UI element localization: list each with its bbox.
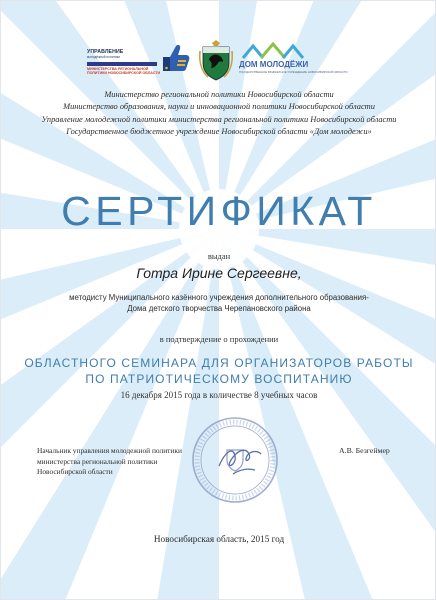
- seminar-title-line: ОБЛАСТНОГО СЕМИНАРА ДЛЯ ОРГАНИЗАТОРОВ РАБОТЫ: [24, 356, 414, 370]
- novosibirsk-coat-of-arms-icon: [198, 39, 234, 81]
- upravlenie-logo-title: УПРАВЛЕНИЕ: [87, 49, 124, 55]
- position-line: методисту Муниципального казённого учреждения дополнительного образования-: [69, 293, 369, 302]
- organizer-line: Государственное бюджетное учреждение Новосибирской области «Дом молодежи»: [66, 127, 372, 137]
- signer-title-line: Новосибирской области: [37, 467, 113, 476]
- upravlenie-logo-ministry: МИНИСТЕРСТВА РЕГИОНАЛЬНОЙ ПОЛИТИКИ НОВОСИБИРСКОЙ ОБЛАСТИ: [87, 67, 161, 75]
- thumbs-up-icon: [159, 41, 193, 75]
- signer-name: А.В. Безгеймер: [339, 446, 390, 455]
- upravlenie-logo-bar: [87, 62, 157, 66]
- recipient-position: [1, 292, 436, 314]
- logo-row: [1, 39, 436, 81]
- certificate-title: СЕРТИФИКАТ: [61, 188, 377, 234]
- seminar-title-line: ПО ПАТРИОТИЧЕСКОМУ ВОСПИТАНИЮ: [85, 372, 353, 386]
- date-and-hours: 16 декабря 2015 года в количестве 8 учебных часов: [120, 390, 318, 400]
- upravlenie-logo-subtitle: молодёжной политики: [87, 55, 120, 59]
- organizer-line: Управление молодежной политики министерства региональной политики Новосибирской области: [41, 114, 397, 124]
- footer-place-year: Новосибирская область, 2015 год: [153, 534, 285, 544]
- dom-molodezhi-roof-icon: [241, 42, 305, 60]
- position-line: Дома детского творчества Черепановского района: [127, 304, 311, 313]
- organizer-line: Министерство образования, науки и инновационной политики Новосибирской области: [63, 102, 375, 112]
- seminar-title: [1, 355, 436, 387]
- recipient-name: Готра Ирине Сергеевне,: [136, 265, 302, 281]
- dom-molodezhi-logo-name: ДОМ МОЛОДЁЖИ: [239, 60, 309, 69]
- dom-molodezhi-logo-subtitle: ГОСУДАРСТВЕННОЕ БЮДЖЕТНОЕ УЧРЕЖДЕНИЕ НОВОСИБИРСКОЙ ОБЛАСТИ: [239, 70, 348, 74]
- confirmation-label: в подтверждение о прохождении: [159, 334, 279, 344]
- upravlenie-logo: [87, 49, 165, 75]
- handwritten-signature-icon: [219, 450, 261, 474]
- organizer-line: Министерство региональной политики Новосибирской области: [104, 90, 334, 99]
- signer-title: [37, 446, 207, 478]
- organizers-block: [1, 89, 436, 139]
- signer-title-line: Начальник управления молодежной политики: [37, 446, 182, 455]
- issued-label: выдан: [207, 251, 231, 261]
- signer-title-line: министерства региональной политики: [37, 456, 158, 466]
- dom-molodezhi-logo: [239, 42, 348, 80]
